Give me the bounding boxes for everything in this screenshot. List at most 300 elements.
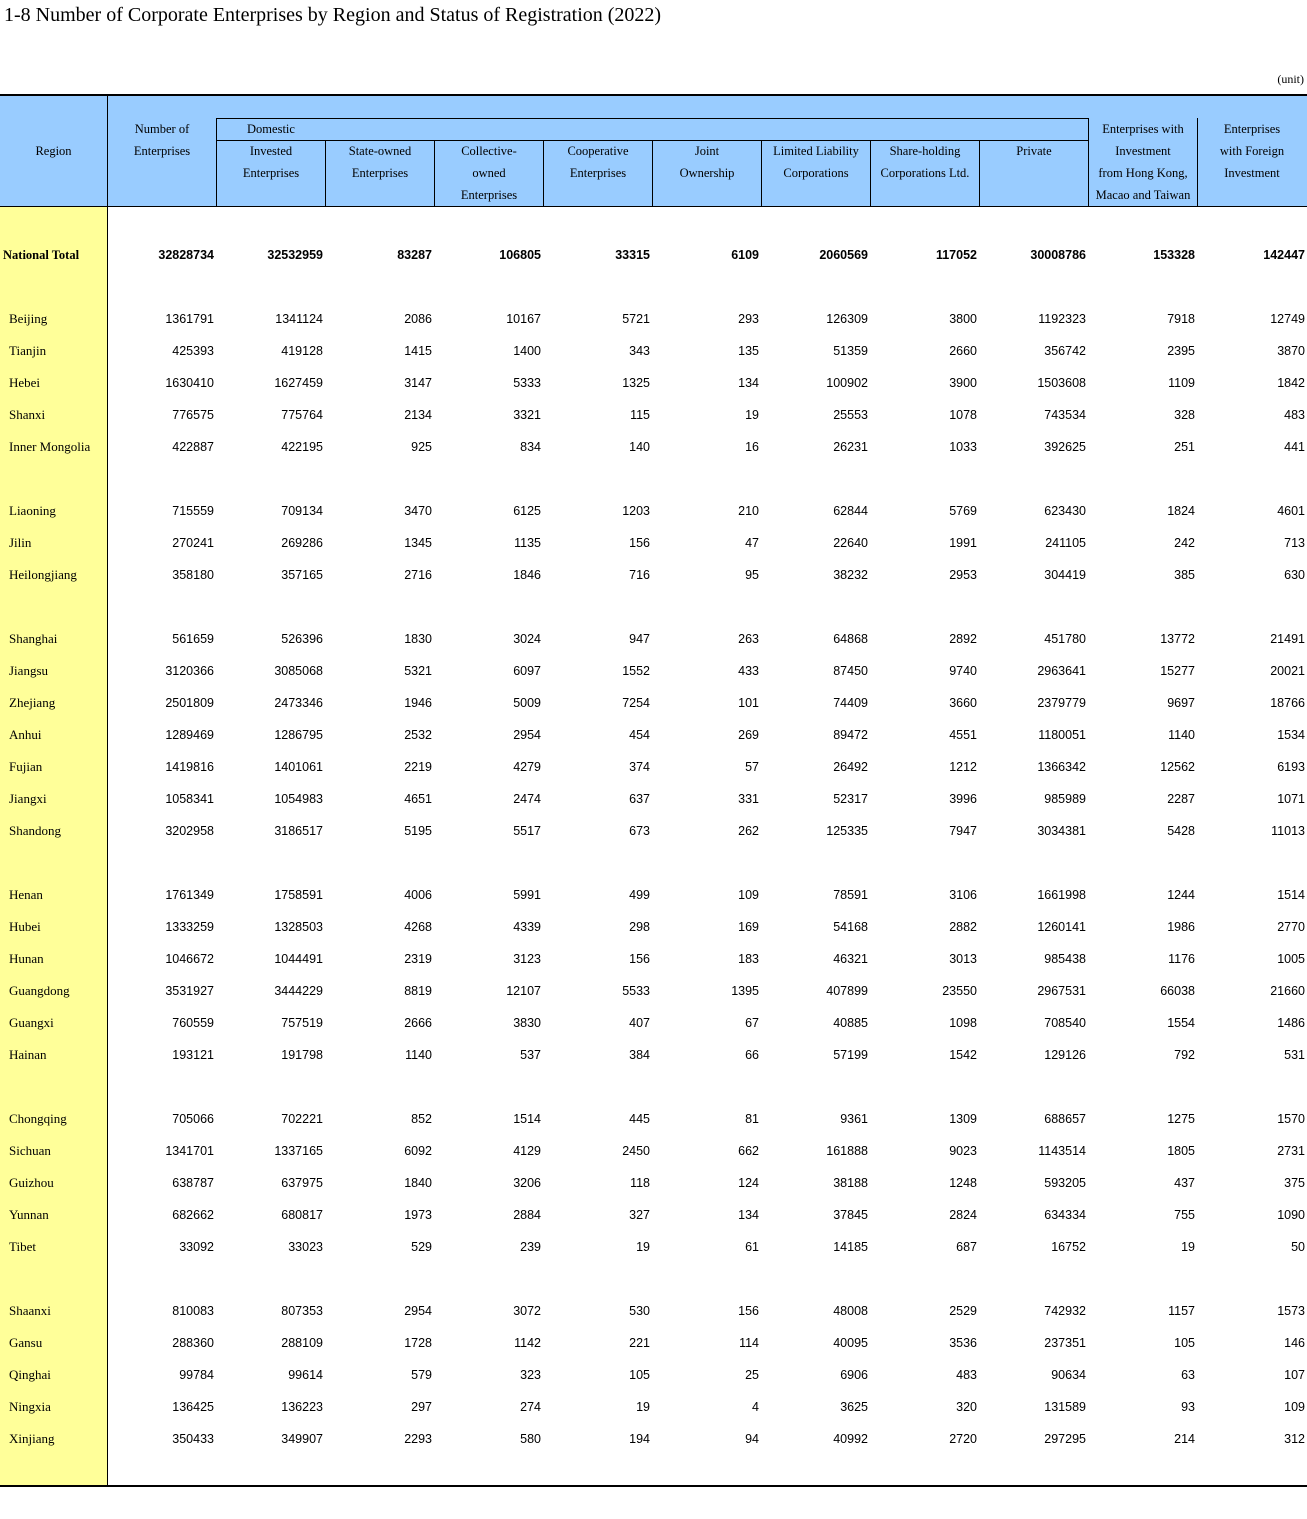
region-cell: Hubei <box>9 919 41 934</box>
header-share-holding <box>871 140 979 184</box>
value-cell: 269286 <box>281 536 323 550</box>
header-line: Enterprises <box>242 166 300 180</box>
header-line: Cooperative <box>567 144 629 158</box>
value-cell: 298 <box>629 920 650 934</box>
value-cell: 1986 <box>1167 920 1195 934</box>
value-cell: 1286795 <box>274 728 323 742</box>
value-cell: 22640 <box>833 536 868 550</box>
table-row <box>0 1359 1307 1391</box>
value-cell: 3321 <box>513 408 541 422</box>
region-cell: Guizhou <box>9 1175 54 1190</box>
value-cell: 114 <box>739 1336 759 1350</box>
value-cell: 1514 <box>1277 888 1305 902</box>
spacer-row <box>0 591 1307 623</box>
value-cell: 125335 <box>826 824 868 838</box>
value-cell: 775764 <box>281 408 323 422</box>
value-cell: 9697 <box>1167 696 1195 710</box>
table-row <box>0 1199 1307 1231</box>
region-cell: Shaanxi <box>9 1303 51 1318</box>
spacer-cell <box>0 847 1307 879</box>
header-line: Investment <box>1115 144 1171 158</box>
value-cell: 136425 <box>172 1400 214 1414</box>
value-cell: 483 <box>1284 408 1305 422</box>
value-cell: 1415 <box>404 344 432 358</box>
table-row <box>0 1295 1307 1327</box>
region-cell: Heilongjiang <box>9 567 77 582</box>
value-cell: 3996 <box>949 792 977 806</box>
unit-label: (unit) <box>1277 72 1304 86</box>
value-cell: 1366342 <box>1037 760 1086 774</box>
region-cell: Jiangsu <box>9 663 48 678</box>
value-cell: 99784 <box>179 1368 214 1382</box>
value-cell: 384 <box>629 1048 650 1062</box>
table-row <box>0 367 1307 399</box>
value-cell: 1830 <box>404 632 432 646</box>
value-cell: 18766 <box>1270 696 1305 710</box>
value-cell: 375 <box>1284 1176 1305 1190</box>
value-cell: 1248 <box>949 1176 977 1190</box>
table-row <box>0 623 1307 655</box>
spacer-cell <box>0 1263 1307 1295</box>
value-cell: 1143514 <box>1038 1144 1086 1158</box>
value-cell: 239 <box>520 1240 541 1254</box>
value-cell: 1761349 <box>165 888 214 902</box>
value-cell: 241105 <box>1045 536 1086 550</box>
value-cell: 38188 <box>833 1176 868 1190</box>
value-cell: 6109 <box>731 248 759 262</box>
value-cell: 328 <box>1174 408 1195 422</box>
table-row <box>0 879 1307 911</box>
header-divider <box>652 140 653 206</box>
value-cell: 50 <box>1291 1240 1305 1254</box>
value-cell: 3536 <box>949 1336 977 1350</box>
value-cell: 2884 <box>513 1208 541 1222</box>
value-cell: 1192323 <box>1038 312 1086 326</box>
value-cell: 1098 <box>949 1016 977 1030</box>
value-cell: 1337165 <box>274 1144 323 1158</box>
value-cell: 21491 <box>1270 632 1305 646</box>
table-row <box>0 527 1307 559</box>
header-line: Limited Liability <box>773 144 859 158</box>
value-cell: 757519 <box>281 1016 323 1030</box>
value-cell: 156 <box>629 952 650 966</box>
table-row <box>0 335 1307 367</box>
value-cell: 66038 <box>1160 984 1195 998</box>
value-cell: 2892 <box>949 632 977 646</box>
value-cell: 4268 <box>404 920 432 934</box>
value-cell: 3072 <box>513 1304 541 1318</box>
value-cell: 688657 <box>1044 1112 1086 1126</box>
value-cell: 1212 <box>949 760 977 774</box>
value-cell: 161888 <box>826 1144 868 1158</box>
value-cell: 985989 <box>1044 792 1086 806</box>
region-cell: Gansu <box>9 1335 43 1350</box>
region-cell: Zhejiang <box>9 695 56 710</box>
region-cell: Henan <box>9 887 43 902</box>
value-cell: 1341124 <box>275 312 323 326</box>
value-cell: 74409 <box>833 696 868 710</box>
table-row <box>0 1423 1307 1455</box>
value-cell: 52317 <box>833 792 868 806</box>
value-cell: 3123 <box>513 952 541 966</box>
value-cell: 46321 <box>833 952 868 966</box>
value-cell: 2379779 <box>1037 696 1086 710</box>
value-cell: 5721 <box>622 312 650 326</box>
value-cell: 708540 <box>1044 1016 1086 1030</box>
value-cell: 124 <box>738 1176 759 1190</box>
value-cell: 1203 <box>622 504 650 518</box>
value-cell: 1401061 <box>274 760 323 774</box>
value-cell: 12749 <box>1270 312 1305 326</box>
value-cell: 1140 <box>1168 728 1195 742</box>
value-cell: 1486 <box>1277 1016 1305 1030</box>
value-cell: 312 <box>1284 1432 1305 1446</box>
value-cell: 32532959 <box>267 248 323 262</box>
value-cell: 356742 <box>1044 344 1086 358</box>
value-cell: 985438 <box>1044 952 1086 966</box>
value-cell: 392625 <box>1044 440 1086 454</box>
value-cell: 1090 <box>1277 1208 1305 1222</box>
value-cell: 109 <box>738 888 759 902</box>
value-cell: 662 <box>738 1144 759 1158</box>
value-cell: 146 <box>1284 1336 1305 1350</box>
header-private <box>980 140 1088 162</box>
value-cell: 1846 <box>513 568 541 582</box>
value-cell: 709134 <box>281 504 323 518</box>
value-cell: 1140 <box>405 1048 432 1062</box>
value-cell: 2967531 <box>1037 984 1086 998</box>
value-cell: 5333 <box>513 376 541 390</box>
value-cell: 134 <box>738 376 759 390</box>
value-cell: 1325 <box>622 376 650 390</box>
table-header <box>0 96 1307 206</box>
spacer-row <box>0 463 1307 495</box>
value-cell: 2293 <box>404 1432 432 1446</box>
value-cell: 445 <box>629 1112 650 1126</box>
value-cell: 1400 <box>513 344 541 358</box>
value-cell: 1570 <box>1277 1112 1305 1126</box>
header-line: Region <box>35 144 72 158</box>
header-divider <box>325 140 326 206</box>
table-row <box>0 1007 1307 1039</box>
value-cell: 1503608 <box>1037 376 1086 390</box>
value-cell: 30008786 <box>1030 248 1086 262</box>
region-cell: Hebei <box>9 375 41 390</box>
header-line: Investment <box>1224 166 1280 180</box>
value-cell: 136223 <box>281 1400 323 1414</box>
value-cell: 297295 <box>1044 1432 1086 1446</box>
value-cell: 10167 <box>506 312 541 326</box>
header-line: Number of <box>134 122 190 136</box>
region-cell: Chongqing <box>9 1111 67 1126</box>
value-cell: 3900 <box>949 376 977 390</box>
value-cell: 1534 <box>1277 728 1305 742</box>
value-cell: 2954 <box>404 1304 432 1318</box>
table-top-rule <box>0 94 1307 96</box>
value-cell: 2395 <box>1167 344 1195 358</box>
value-cell: 4651 <box>404 792 432 806</box>
header-region <box>0 140 107 162</box>
value-cell: 7918 <box>1167 312 1195 326</box>
value-cell: 3106 <box>949 888 977 902</box>
data-table <box>0 207 1307 1455</box>
value-cell: 135 <box>738 344 759 358</box>
region-cell: Shandong <box>9 823 61 838</box>
value-cell: 537 <box>520 1048 541 1062</box>
header-line: Corporations Ltd. <box>880 166 970 180</box>
header-line: Enterprises <box>133 144 191 158</box>
table-row <box>0 1327 1307 1359</box>
value-cell: 3013 <box>949 952 977 966</box>
header-divider <box>979 140 980 206</box>
value-cell: 2060569 <box>819 248 868 262</box>
region-cell: Tianjin <box>9 343 47 358</box>
value-cell: 743534 <box>1044 408 1086 422</box>
value-cell: 169 <box>738 920 759 934</box>
value-cell: 637 <box>629 792 650 806</box>
table-row <box>0 1103 1307 1135</box>
value-cell: 3186517 <box>274 824 323 838</box>
value-cell: 343 <box>629 344 650 358</box>
value-cell: 1805 <box>1167 1144 1195 1158</box>
value-cell: 327 <box>629 1208 650 1222</box>
value-cell: 713 <box>1284 536 1305 550</box>
value-cell: 81 <box>745 1112 759 1126</box>
value-cell: 214 <box>1174 1432 1195 1446</box>
value-cell: 153328 <box>1153 248 1195 262</box>
value-cell: 1142 <box>514 1336 541 1350</box>
spacer-row <box>0 847 1307 879</box>
value-cell: 1260141 <box>1037 920 1086 934</box>
value-cell: 630 <box>1284 568 1305 582</box>
header-line: Macao and Taiwan <box>1095 188 1191 202</box>
value-cell: 5321 <box>404 664 432 678</box>
value-cell: 2882 <box>949 920 977 934</box>
value-cell: 1244 <box>1167 888 1195 902</box>
value-cell: 357165 <box>281 568 323 582</box>
value-cell: 48008 <box>833 1304 868 1318</box>
value-cell: 1395 <box>731 984 759 998</box>
region-cell: Ningxia <box>9 1399 51 1414</box>
value-cell: 63 <box>1181 1368 1195 1382</box>
value-cell: 2287 <box>1167 792 1195 806</box>
value-cell: 156 <box>629 536 650 550</box>
value-cell: 25553 <box>833 408 868 422</box>
value-cell: 947 <box>629 632 650 646</box>
value-cell: 6125 <box>513 504 541 518</box>
value-cell: 94 <box>745 1432 759 1446</box>
value-cell: 1058341 <box>165 792 214 806</box>
region-cell: Qinghai <box>9 1367 51 1382</box>
value-cell: 1275 <box>1167 1112 1195 1126</box>
value-cell: 2319 <box>404 952 432 966</box>
value-cell: 95 <box>745 568 759 582</box>
header-line: Ownership <box>679 166 735 180</box>
header-line: Domestic <box>247 122 295 136</box>
table-row <box>0 1167 1307 1199</box>
value-cell: 5991 <box>513 888 541 902</box>
header-line: Enterprises <box>1223 122 1281 136</box>
value-cell: 3206 <box>513 1176 541 1190</box>
table-row <box>0 303 1307 335</box>
value-cell: 1176 <box>1168 952 1195 966</box>
table-row <box>0 655 1307 687</box>
value-cell: 7947 <box>949 824 977 838</box>
value-cell: 2666 <box>404 1016 432 1030</box>
value-cell: 1033 <box>949 440 977 454</box>
value-cell: 2134 <box>404 408 432 422</box>
header-line: Enterprises <box>569 166 627 180</box>
value-cell: 852 <box>411 1112 432 1126</box>
value-cell: 433 <box>738 664 759 678</box>
value-cell: 1630410 <box>165 376 214 390</box>
value-cell: 742932 <box>1044 1304 1086 1318</box>
table-row <box>0 1391 1307 1423</box>
value-cell: 580 <box>520 1432 541 1446</box>
value-cell: 561659 <box>172 632 214 646</box>
value-cell: 1109 <box>1168 376 1195 390</box>
value-cell: 755 <box>1174 1208 1195 1222</box>
value-cell: 262 <box>738 824 759 838</box>
value-cell: 776575 <box>172 408 214 422</box>
value-cell: 6906 <box>840 1368 868 1382</box>
header-line: Enterprises <box>351 166 409 180</box>
value-cell: 350433 <box>172 1432 214 1446</box>
value-cell: 1840 <box>404 1176 432 1190</box>
value-cell: 23550 <box>942 984 977 998</box>
value-cell: 6092 <box>404 1144 432 1158</box>
header-line: Enterprises with <box>1102 122 1184 136</box>
value-cell: 293 <box>738 312 759 326</box>
value-cell: 2219 <box>404 760 432 774</box>
value-cell: 100902 <box>826 376 868 390</box>
value-cell: 687 <box>956 1240 977 1254</box>
header-hk-macao-taiwan <box>1089 118 1197 206</box>
value-cell: 19 <box>636 1400 650 1414</box>
value-cell: 14185 <box>833 1240 868 1254</box>
header-line: owned <box>472 166 506 180</box>
value-cell: 1842 <box>1277 376 1305 390</box>
region-cell: Shanxi <box>9 407 46 422</box>
value-cell: 1333259 <box>165 920 214 934</box>
value-cell: 13772 <box>1160 632 1195 646</box>
value-cell: 25 <box>745 1368 759 1382</box>
value-cell: 2954 <box>513 728 541 742</box>
value-cell: 193121 <box>172 1048 214 1062</box>
value-cell: 57199 <box>833 1048 868 1062</box>
value-cell: 57 <box>745 760 759 774</box>
value-cell: 2086 <box>404 312 432 326</box>
value-cell: 1973 <box>404 1208 432 1222</box>
value-cell: 237351 <box>1044 1336 1086 1350</box>
value-cell: 5195 <box>404 824 432 838</box>
value-cell: 263 <box>738 632 759 646</box>
table-body <box>0 207 1307 1455</box>
value-cell: 834 <box>520 440 541 454</box>
value-cell: 19 <box>1181 1240 1195 1254</box>
value-cell: 4 <box>752 1400 759 1414</box>
header-line: Share-holding <box>889 144 961 158</box>
value-cell: 810083 <box>172 1304 214 1318</box>
value-cell: 156 <box>738 1304 759 1318</box>
value-cell: 126309 <box>826 312 868 326</box>
value-cell: 87450 <box>833 664 868 678</box>
value-cell: 716 <box>629 568 650 582</box>
value-cell: 19 <box>636 1240 650 1254</box>
value-cell: 3470 <box>404 504 432 518</box>
value-cell: 1046672 <box>165 952 214 966</box>
value-cell: 270241 <box>172 536 214 550</box>
table-row <box>0 911 1307 943</box>
value-cell: 6097 <box>513 664 541 678</box>
header-line: Invested <box>249 144 293 158</box>
value-cell: 221 <box>629 1336 650 1350</box>
region-cell: Hunan <box>9 951 44 966</box>
value-cell: 33092 <box>179 1240 214 1254</box>
value-cell: 358180 <box>172 568 214 582</box>
header-line: Enterprises <box>460 188 518 202</box>
table-row <box>0 559 1307 591</box>
value-cell: 2720 <box>949 1432 977 1446</box>
value-cell: 61 <box>745 1240 759 1254</box>
value-cell: 183 <box>738 952 759 966</box>
value-cell: 705066 <box>172 1112 214 1126</box>
header-line: State-owned <box>348 144 412 158</box>
value-cell: 40095 <box>833 1336 868 1350</box>
value-cell: 131589 <box>1044 1400 1086 1414</box>
header-state-owned <box>326 140 434 184</box>
value-cell: 1542 <box>949 1048 977 1062</box>
value-cell: 1044491 <box>274 952 323 966</box>
value-cell: 297 <box>411 1400 432 1414</box>
header-divider <box>870 140 871 206</box>
table-row <box>0 1135 1307 1167</box>
value-cell: 3024 <box>513 632 541 646</box>
value-cell: 19 <box>745 408 759 422</box>
value-cell: 11013 <box>1271 824 1305 838</box>
value-cell: 1071 <box>1277 792 1305 806</box>
value-cell: 2770 <box>1277 920 1305 934</box>
value-cell: 925 <box>411 440 432 454</box>
header-domestic-invested <box>217 118 325 184</box>
value-cell: 129126 <box>1044 1048 1086 1062</box>
region-cell: Sichuan <box>9 1143 51 1158</box>
value-cell: 191798 <box>281 1048 323 1062</box>
table-bottom-rule <box>0 1485 1307 1487</box>
value-cell: 5769 <box>949 504 977 518</box>
value-cell: 4129 <box>513 1144 541 1158</box>
value-cell: 194 <box>629 1432 650 1446</box>
value-cell: 3531927 <box>165 984 214 998</box>
value-cell: 422195 <box>281 440 323 454</box>
value-cell: 32828734 <box>158 248 214 262</box>
table-row <box>0 751 1307 783</box>
table-row <box>0 399 1307 431</box>
value-cell: 451780 <box>1044 632 1086 646</box>
value-cell: 3147 <box>404 376 432 390</box>
value-cell: 274 <box>520 1400 541 1414</box>
spacer-cell <box>0 591 1307 623</box>
value-cell: 26231 <box>833 440 868 454</box>
table-row <box>0 943 1307 975</box>
value-cell: 1345 <box>404 536 432 550</box>
value-cell: 4339 <box>513 920 541 934</box>
spacer-row <box>0 1263 1307 1295</box>
header-divider <box>216 118 217 206</box>
value-cell: 7254 <box>622 696 650 710</box>
value-cell: 3625 <box>840 1400 868 1414</box>
value-cell: 3660 <box>949 696 977 710</box>
